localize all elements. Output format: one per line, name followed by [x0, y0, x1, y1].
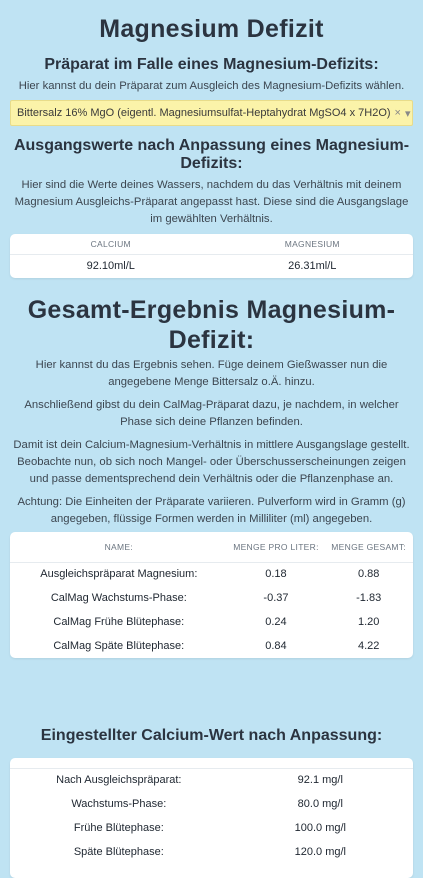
- calcium-value: 92.10ml/L: [10, 254, 212, 278]
- row-total: 4.22: [357, 640, 380, 652]
- result-text-1: Hier kannst du das Ergebnis sehen. Füge deinem Gießwasser nun die angegebene Menge Bittersalz o.Ä. hinzu.: [35, 359, 388, 388]
- initial-values-heading: Ausgangswerte nach Anpassung eines Magnesium-Defizits:: [13, 137, 410, 172]
- row-label: Nach Ausgleichspräparat:: [10, 768, 228, 792]
- result-text-2: Anschließend gibst du dein CalMag-Präparat dazu, je nachdem, in welcher Phase sich deine Pflanzen befinden.: [24, 399, 399, 428]
- preparation-select[interactable]: [10, 100, 413, 126]
- result-text-3: Damit ist dein Calcium-Magnesium-Verhältnis in mittlere Ausgangslage gestellt. Beobachte nun, ob sich noch Mangel- oder Überschusserscheinungen zeigen und passe dementsprechend dein Verhältnis oder die Pflanzenphase an.: [13, 439, 410, 485]
- column-header-calcium: CALCIUM: [90, 238, 131, 249]
- row-label: Späte Blütephase:: [73, 846, 164, 858]
- result-table: [10, 532, 413, 658]
- table-row: [10, 768, 413, 792]
- row-total: 0.88: [324, 562, 413, 586]
- table-row: [10, 562, 413, 586]
- table-row: [10, 792, 413, 816]
- row-name: CalMag Späte Blütephase:: [53, 640, 185, 652]
- row-value: 92.1 mg/l: [228, 768, 413, 792]
- page-title: Magnesium Defizit: [99, 15, 324, 43]
- chevron-down-icon[interactable]: ▾: [404, 107, 411, 120]
- column-header-per-liter: MENGE PRO LITER:: [233, 541, 319, 552]
- preparation-select-value: Bittersalz 16% MgO (eigentl. Magnesiumsulfat-Heptahydrat MgSO4 x 7H2O): [17, 107, 391, 119]
- row-per-liter: 0.18: [228, 562, 325, 586]
- initial-values-hint: Hier sind die Werte deines Wassers, nachdem du das Verhältnis mit deinem Magnesium Ausgleichs-Präparat angepasst hast. Diese sind die Ausgangslage im gewählten Verhältnis.: [14, 179, 409, 225]
- row-value: 80.0 mg/l: [297, 798, 343, 810]
- row-per-liter: -0.37: [263, 592, 289, 604]
- table-row: [10, 586, 413, 610]
- table-row: [10, 816, 413, 840]
- preparation-heading: Präparat im Falle eines Magnesium-Defizits:: [44, 56, 379, 73]
- column-header-magnesium: MAGNESIUM: [284, 238, 340, 249]
- row-value: 100.0 mg/l: [294, 822, 346, 834]
- calcium-table: [10, 758, 413, 878]
- row-total: 1.20: [357, 616, 380, 628]
- result-heading: Gesamt-Ergebnis Magnesium-Defizit:: [27, 296, 396, 354]
- row-name: Ausgleichspräparat Magnesium:: [10, 562, 228, 586]
- result-text-4: Achtung: Die Einheiten der Präparate variieren. Pulverform wird in Gramm (g) angegeben, flüssige Formen werden in Milliliter (ml) angegeben.: [17, 496, 406, 525]
- table-row: [10, 610, 413, 634]
- column-header-total: MENGE GESAMT:: [331, 541, 407, 552]
- row-per-liter: 0.24: [265, 616, 287, 628]
- table-row: [10, 840, 413, 864]
- row-value: 120.0 mg/l: [294, 846, 346, 858]
- row-label: Wachstums-Phase:: [71, 798, 167, 810]
- row-name: CalMag Frühe Blütephase:: [53, 616, 185, 628]
- row-name: CalMag Wachstums-Phase:: [50, 592, 187, 604]
- magnesium-value: 26.31ml/L: [212, 254, 414, 278]
- calcium-heading: Eingestellter Calcium-Wert nach Anpassung:: [40, 727, 383, 744]
- clear-icon[interactable]: ×: [394, 107, 401, 119]
- column-header-name: NAME:: [104, 541, 134, 552]
- row-total: -1.83: [356, 592, 382, 604]
- initial-values-table: [10, 234, 413, 278]
- preparation-hint: Hier kannst du dein Präparat zum Ausgleich des Magnesium-Defizits wählen.: [18, 80, 405, 92]
- table-row: [10, 634, 413, 658]
- row-label: Frühe Blütephase:: [73, 822, 164, 834]
- row-per-liter: 0.84: [265, 640, 287, 652]
